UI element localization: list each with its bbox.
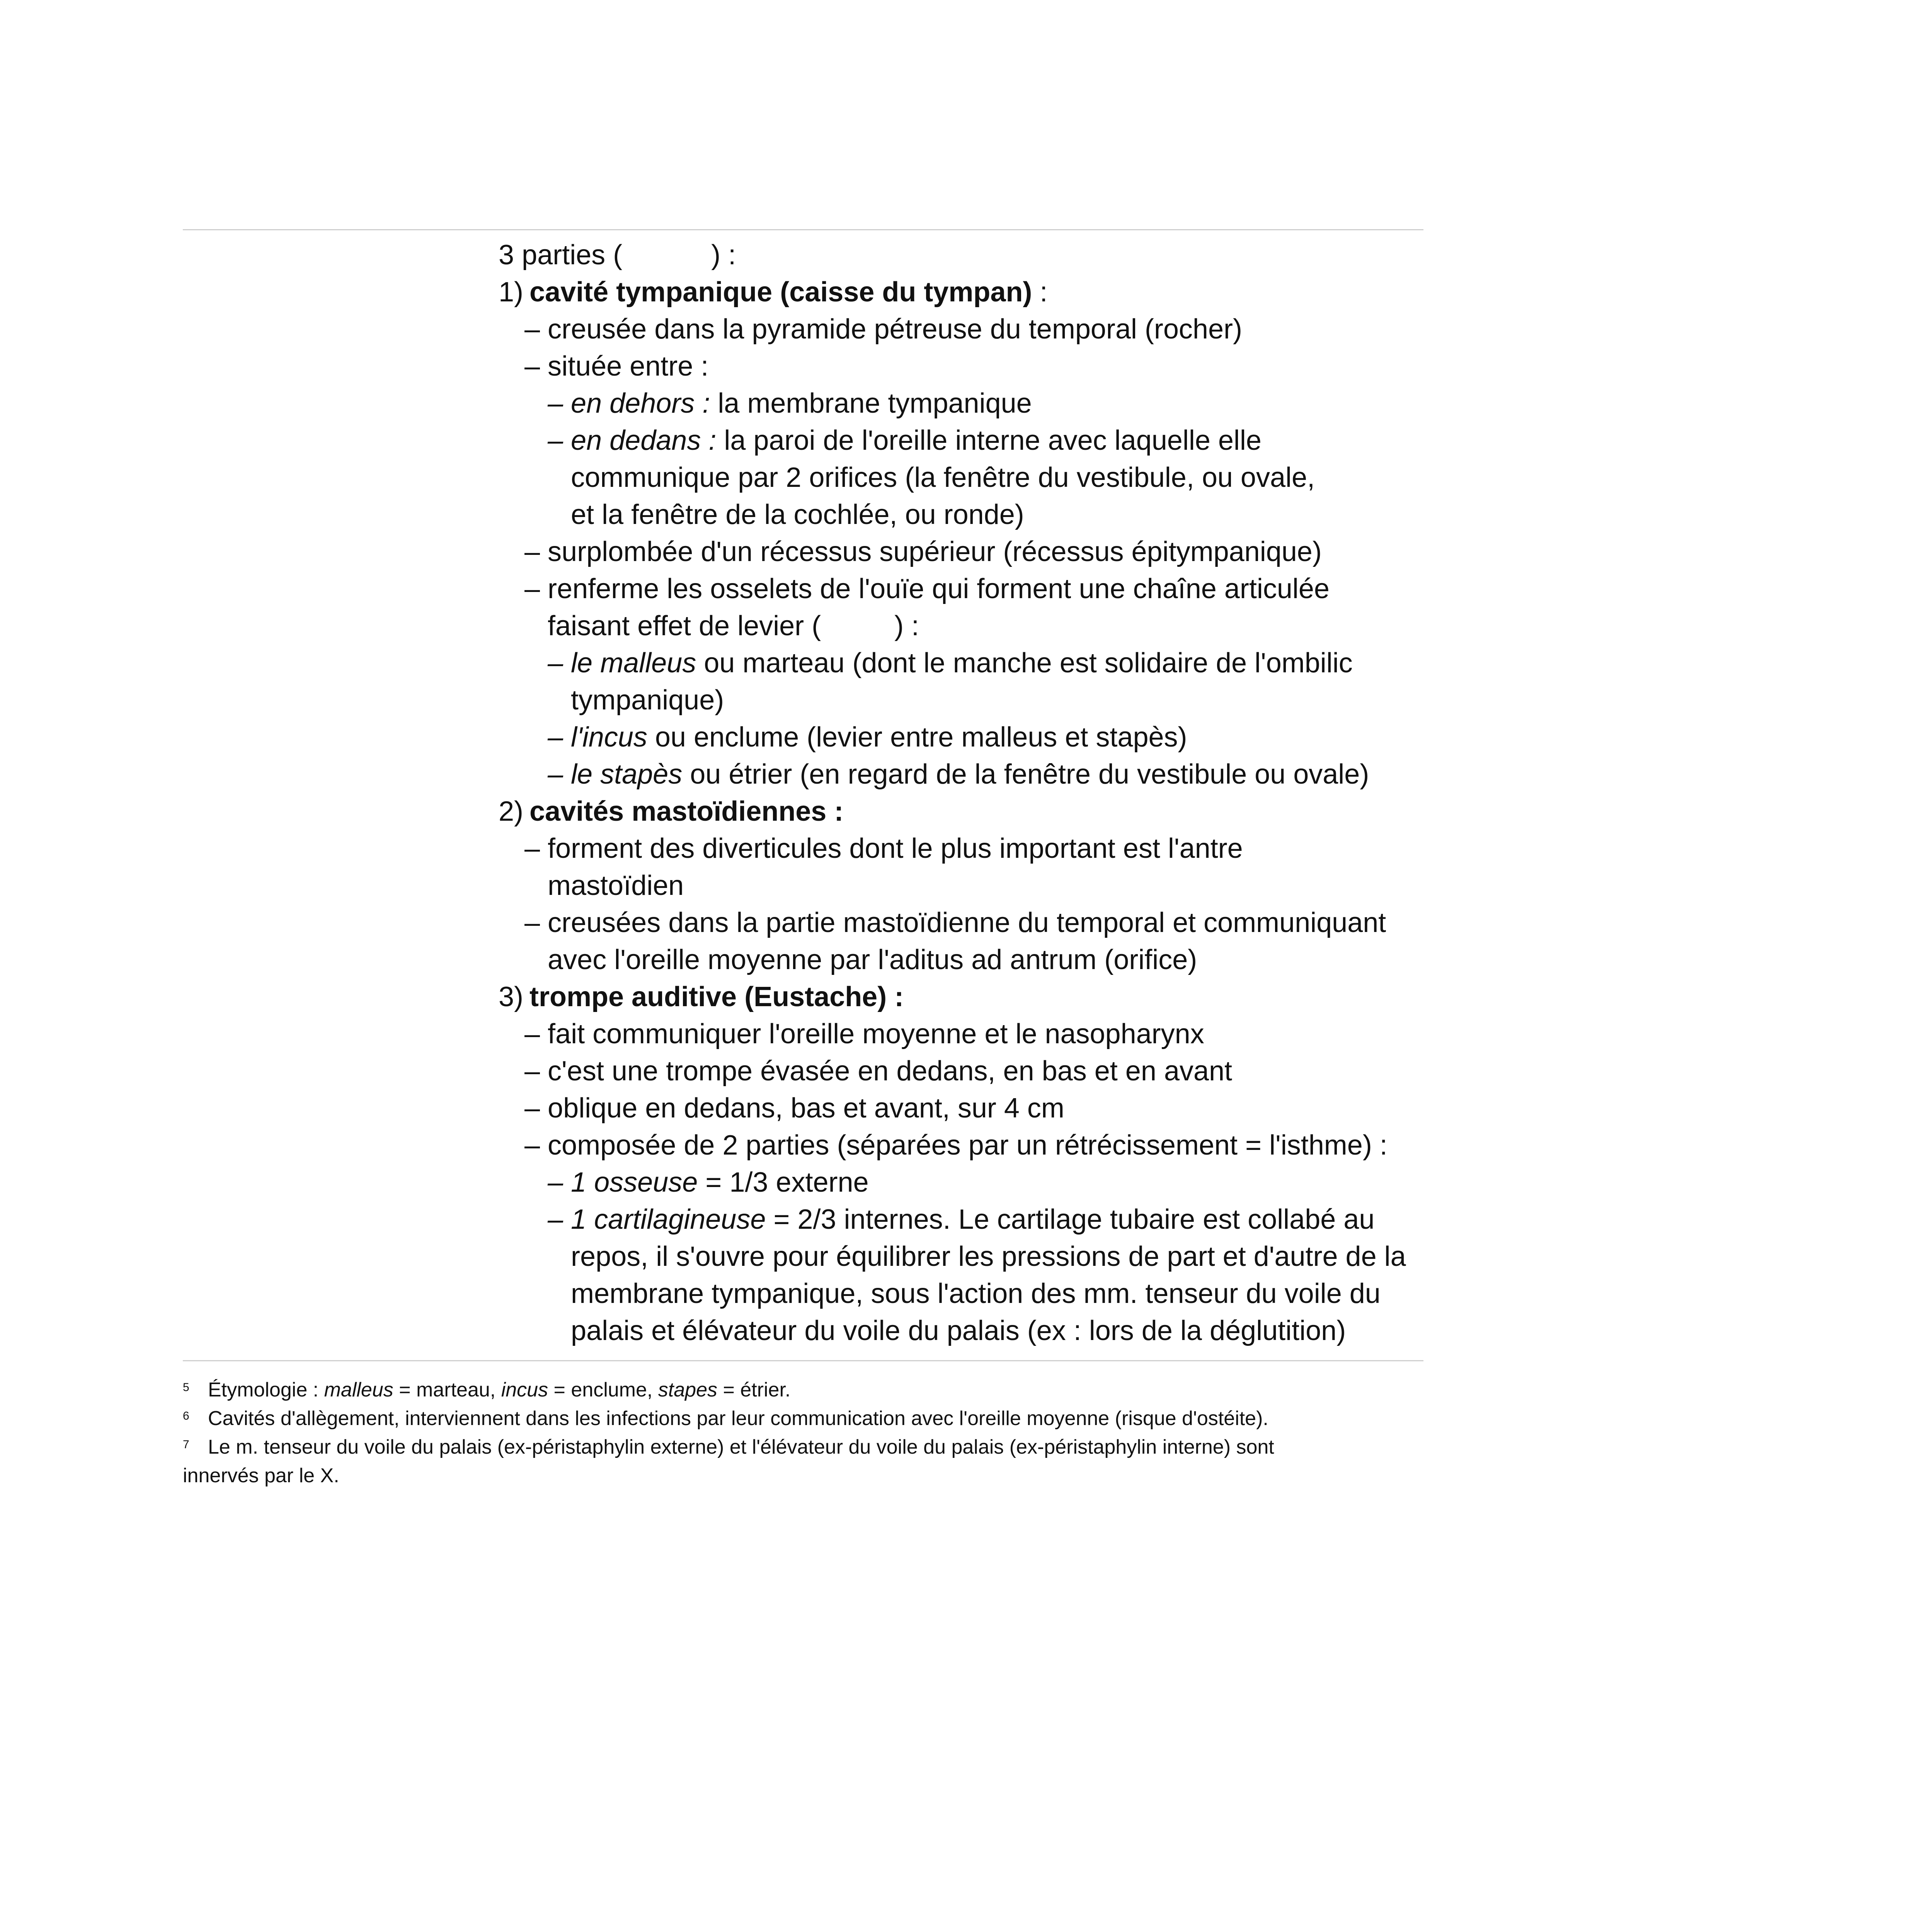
footnote-6-mark: 6 — [183, 1410, 189, 1422]
part3-item-b: – c'est une trompe évasée en dedans, en bas et en avant — [524, 1056, 1233, 1087]
part2-item-b: – creusées dans la partie mastoïdienne du temporal et communiquant — [524, 907, 1386, 938]
footnote-6-text: Cavités d'allègement, interviennent dans les infections par leur communication avec l'oreille moyenne (risque d'ostéite). — [208, 1407, 1268, 1430]
part3-item-c: – oblique en dedans, bas et avant, sur 4 cm — [524, 1093, 1064, 1124]
part1-item-d3 — [548, 756, 1369, 793]
part1-item-d-cont-label: faisant effet de levier ( — [548, 611, 821, 641]
footnote-7-mark: 7 — [183, 1438, 189, 1451]
footnote-5 — [183, 1376, 790, 1404]
part3-item-d1-label: – 1 osseuse — [548, 1167, 698, 1198]
part1-item-b: – située entre : — [524, 351, 709, 382]
part3-item-d1 — [548, 1164, 869, 1201]
part3-item-a: – fait communiquer l'oreille moyenne et le nasopharynx — [524, 1019, 1204, 1049]
part1-heading — [499, 274, 1047, 311]
part1-item-d-cont-close: ) : — [894, 611, 919, 641]
part2-item-a-cont: mastoïdien — [548, 870, 684, 901]
footnote-7-cont: innervés par le X. — [183, 1464, 339, 1487]
intro-label: 3 parties ( — [499, 240, 623, 270]
part1-item-b1-label: – en dehors : — [548, 388, 710, 419]
part1-item-b2 — [548, 422, 1262, 459]
part1-item-d3-label: – le stapès — [548, 759, 683, 790]
footnote-rule — [183, 1360, 1423, 1361]
part3-title: trompe auditive (Eustache) — [529, 981, 887, 1012]
footnote-7-text: Le m. tenseur du voile du palais (ex-péristaphylin externe) et l'élévateur du voile du palais (ex-péristaphylin interne) sont — [208, 1436, 1274, 1458]
part1-item-b2-cont1: communique par 2 orifices (la fenêtre du vestibule, ou ovale, — [571, 462, 1315, 493]
part1-item-d: – renferme les osselets de l'ouïe qui forment une chaîne articulée — [524, 573, 1330, 604]
part1-item-a: – creusée dans la pyramide pétreuse du temporal (rocher) — [524, 314, 1242, 345]
part2-suffix: : — [826, 796, 844, 827]
footnote-5-text-3: = enclume, — [548, 1379, 658, 1401]
part1-item-d-cont — [548, 607, 919, 645]
part1-item-d1-label: – le malleus — [548, 648, 696, 679]
part1-item-d2-text: ou enclume (levier entre malleus et stapès) — [647, 722, 1187, 753]
part3-suffix: : — [887, 981, 904, 1012]
part1-number: 1) — [499, 277, 524, 308]
part3-item-d2-cont1: repos, il s'ouvre pour équilibrer les pressions de part et d'autre de la — [571, 1241, 1406, 1272]
footnote-5-text-1: Étymologie : — [208, 1379, 324, 1401]
part3-item-d2-label: – 1 cartilagineuse — [548, 1204, 766, 1235]
part3-item-d2-cont3: palais et élévateur du voile du palais (ex : lors de la déglutition) — [571, 1315, 1346, 1346]
footnote-7 — [183, 1433, 1274, 1461]
part1-title: cavité tympanique (caisse du tympan) — [529, 277, 1032, 308]
part2-item-a: – forment des diverticules dont le plus important est l'antre — [524, 833, 1243, 864]
part3-number: 3) — [499, 981, 524, 1012]
part3-item-d2 — [548, 1201, 1374, 1238]
part1-item-d3-text: ou étrier (en regard de la fenêtre du vestibule ou ovale) — [682, 759, 1369, 790]
part1-item-c: – surplombée d'un récessus supérieur (récessus épitympanique) — [524, 536, 1322, 567]
part1-item-b1-text: la membrane tympanique — [710, 388, 1032, 419]
part3-item-d: – composée de 2 parties (séparées par un rétrécissement = l'isthme) : — [524, 1130, 1388, 1161]
part2-title: cavités mastoïdiennes — [529, 796, 827, 827]
part2-item-b-cont: avec l'oreille moyenne par l'aditus ad antrum (orifice) — [548, 944, 1197, 975]
footnote-6 — [183, 1404, 1268, 1433]
footnote-5-italic-2: incus — [501, 1379, 548, 1401]
intro-close: ) : — [711, 240, 736, 270]
part1-item-d1-cont: tympanique) — [571, 685, 724, 716]
header-rule — [183, 229, 1423, 230]
footnote-5-text-4: = étrier. — [717, 1379, 791, 1401]
part3-item-d1-text: = 1/3 externe — [698, 1167, 869, 1198]
part3-item-d2-cont2: membrane tympanique, sous l'action des mm. tenseur du voile du — [571, 1278, 1381, 1309]
part3-heading — [499, 978, 904, 1015]
part1-item-b2-cont2: et la fenêtre de la cochlée, ou ronde) — [571, 499, 1024, 530]
part1-item-b2-text: la paroi de l'oreille interne avec laquelle elle — [716, 425, 1262, 456]
part2-number: 2) — [499, 796, 524, 827]
part1-item-d1-text: ou marteau (dont le manche est solidaire de l'ombilic — [696, 648, 1353, 679]
part3-item-d2-text: = 2/3 internes. Le cartilage tubaire est collabé au — [766, 1204, 1375, 1235]
part2-heading — [499, 793, 843, 830]
intro-line — [499, 236, 736, 274]
footnote-5-italic-1: malleus — [324, 1379, 393, 1401]
part1-item-b1 — [548, 385, 1032, 422]
part1-item-d1 — [548, 645, 1353, 682]
footnote-5-mark: 5 — [183, 1381, 189, 1394]
footnote-5-text-2: = marteau, — [393, 1379, 501, 1401]
part1-suffix: : — [1032, 277, 1048, 308]
part1-item-d2 — [548, 719, 1187, 756]
footnote-5-italic-3: stapes — [658, 1379, 718, 1401]
part1-item-d2-label: – l'incus — [548, 722, 647, 753]
part1-item-b2-label: – en dedans : — [548, 425, 717, 456]
